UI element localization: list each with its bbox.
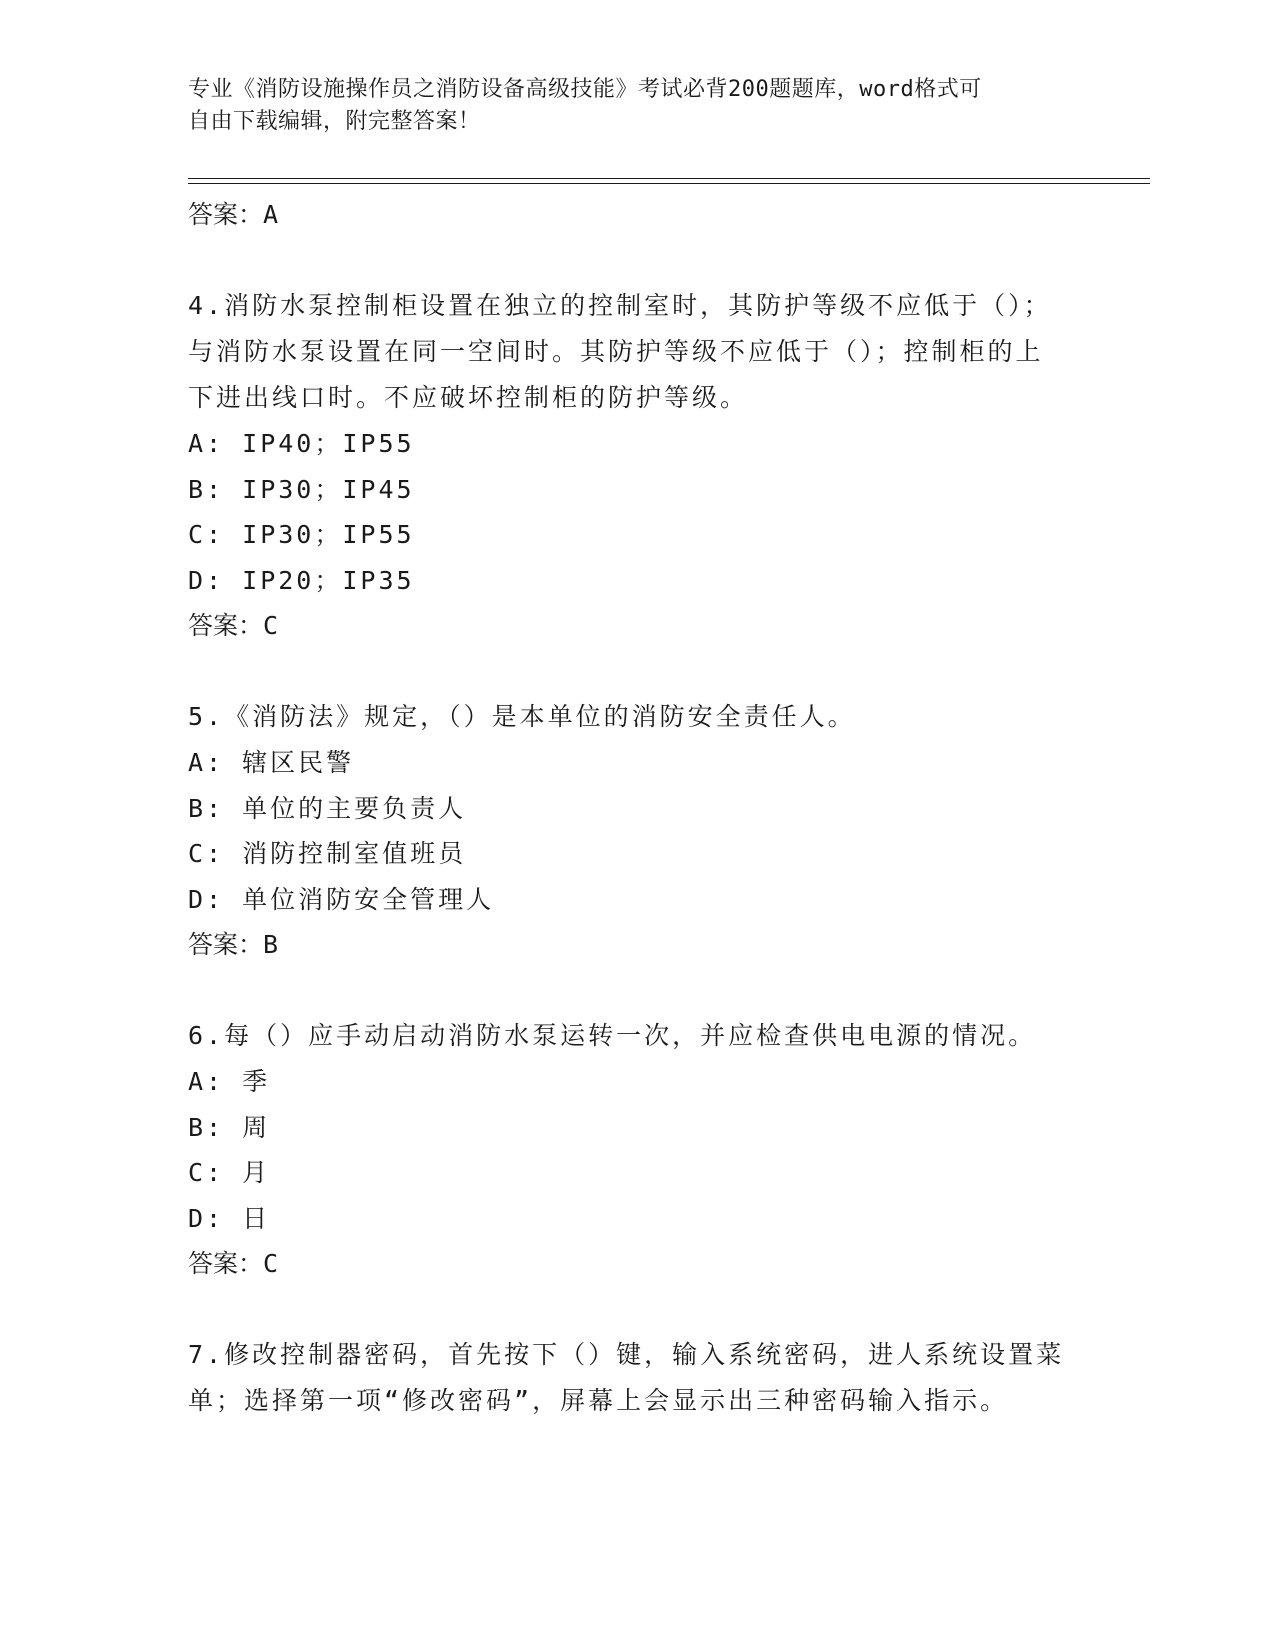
spacer [188,238,1068,283]
question-6-option-a: A: 季 [188,1067,271,1096]
header-divider-bottom [188,183,1150,184]
question-5 [188,694,1068,968]
question-6-text: 6.每（）应手动启动消防水泵运转一次，并应检查供电电源的情况。 [188,1021,1037,1050]
document-header [188,74,1068,138]
spacer [188,968,1068,1013]
answer-previous: 答案：A [188,200,279,229]
question-5-option-b: B: 单位的主要负责人 [188,793,467,823]
question-5-option-c: C: 消防控制室值班员 [188,839,467,868]
question-4-option-b: B: IP30；IP45 [188,474,415,504]
question-6 [188,1013,1068,1287]
question-4 [188,283,1068,649]
question-5-option-a: A: 辖区民警 [188,748,355,777]
question-6-option-b: B: 周 [188,1112,271,1142]
question-5-answer: 答案：B [188,930,279,959]
question-5-text: 5.《消防法》规定，（）是本单位的消防安全责任人。 [188,702,856,731]
question-4-option-d: D: IP20；IP35 [188,565,415,595]
question-6-option-c: C: 月 [188,1158,271,1187]
question-4-option-a: A: IP40；IP55 [188,429,415,458]
question-4-answer: 答案：C [188,611,279,640]
question-5-option-d: D: 单位消防安全管理人 [188,884,495,914]
header-divider-top [188,178,1150,179]
header-line-2: 自由下载编辑，附完整答案！ [188,109,481,134]
question-6-answer: 答案：C [188,1249,279,1278]
spacer [188,649,1068,694]
question-4-text: 4.消防水泵控制柜设置在独立的控制室时，其防护等级不应低于（）；与消防水泵设置在同一空间时。其防护等级不应低于（）；控制柜的上下进出线口时。不应破坏控制柜的防护等级。 [188,291,1052,412]
header-line-1: 专业《消防设施操作员之消防设备高级技能》考试必背200题题库，word格式可 [188,77,982,102]
question-4-option-c: C: IP30；IP55 [188,520,415,549]
document-body [188,192,1068,1424]
question-7 [188,1332,1068,1424]
question-7-text: 7.修改控制器密码，首先按下（）键，输入系统密码，进人系统设置菜单；选择第一项“修改密码”，屏幕上会显示出三种密码输入指示。 [188,1340,1065,1415]
question-6-option-d: D: 日 [188,1203,271,1233]
spacer [188,1287,1068,1332]
